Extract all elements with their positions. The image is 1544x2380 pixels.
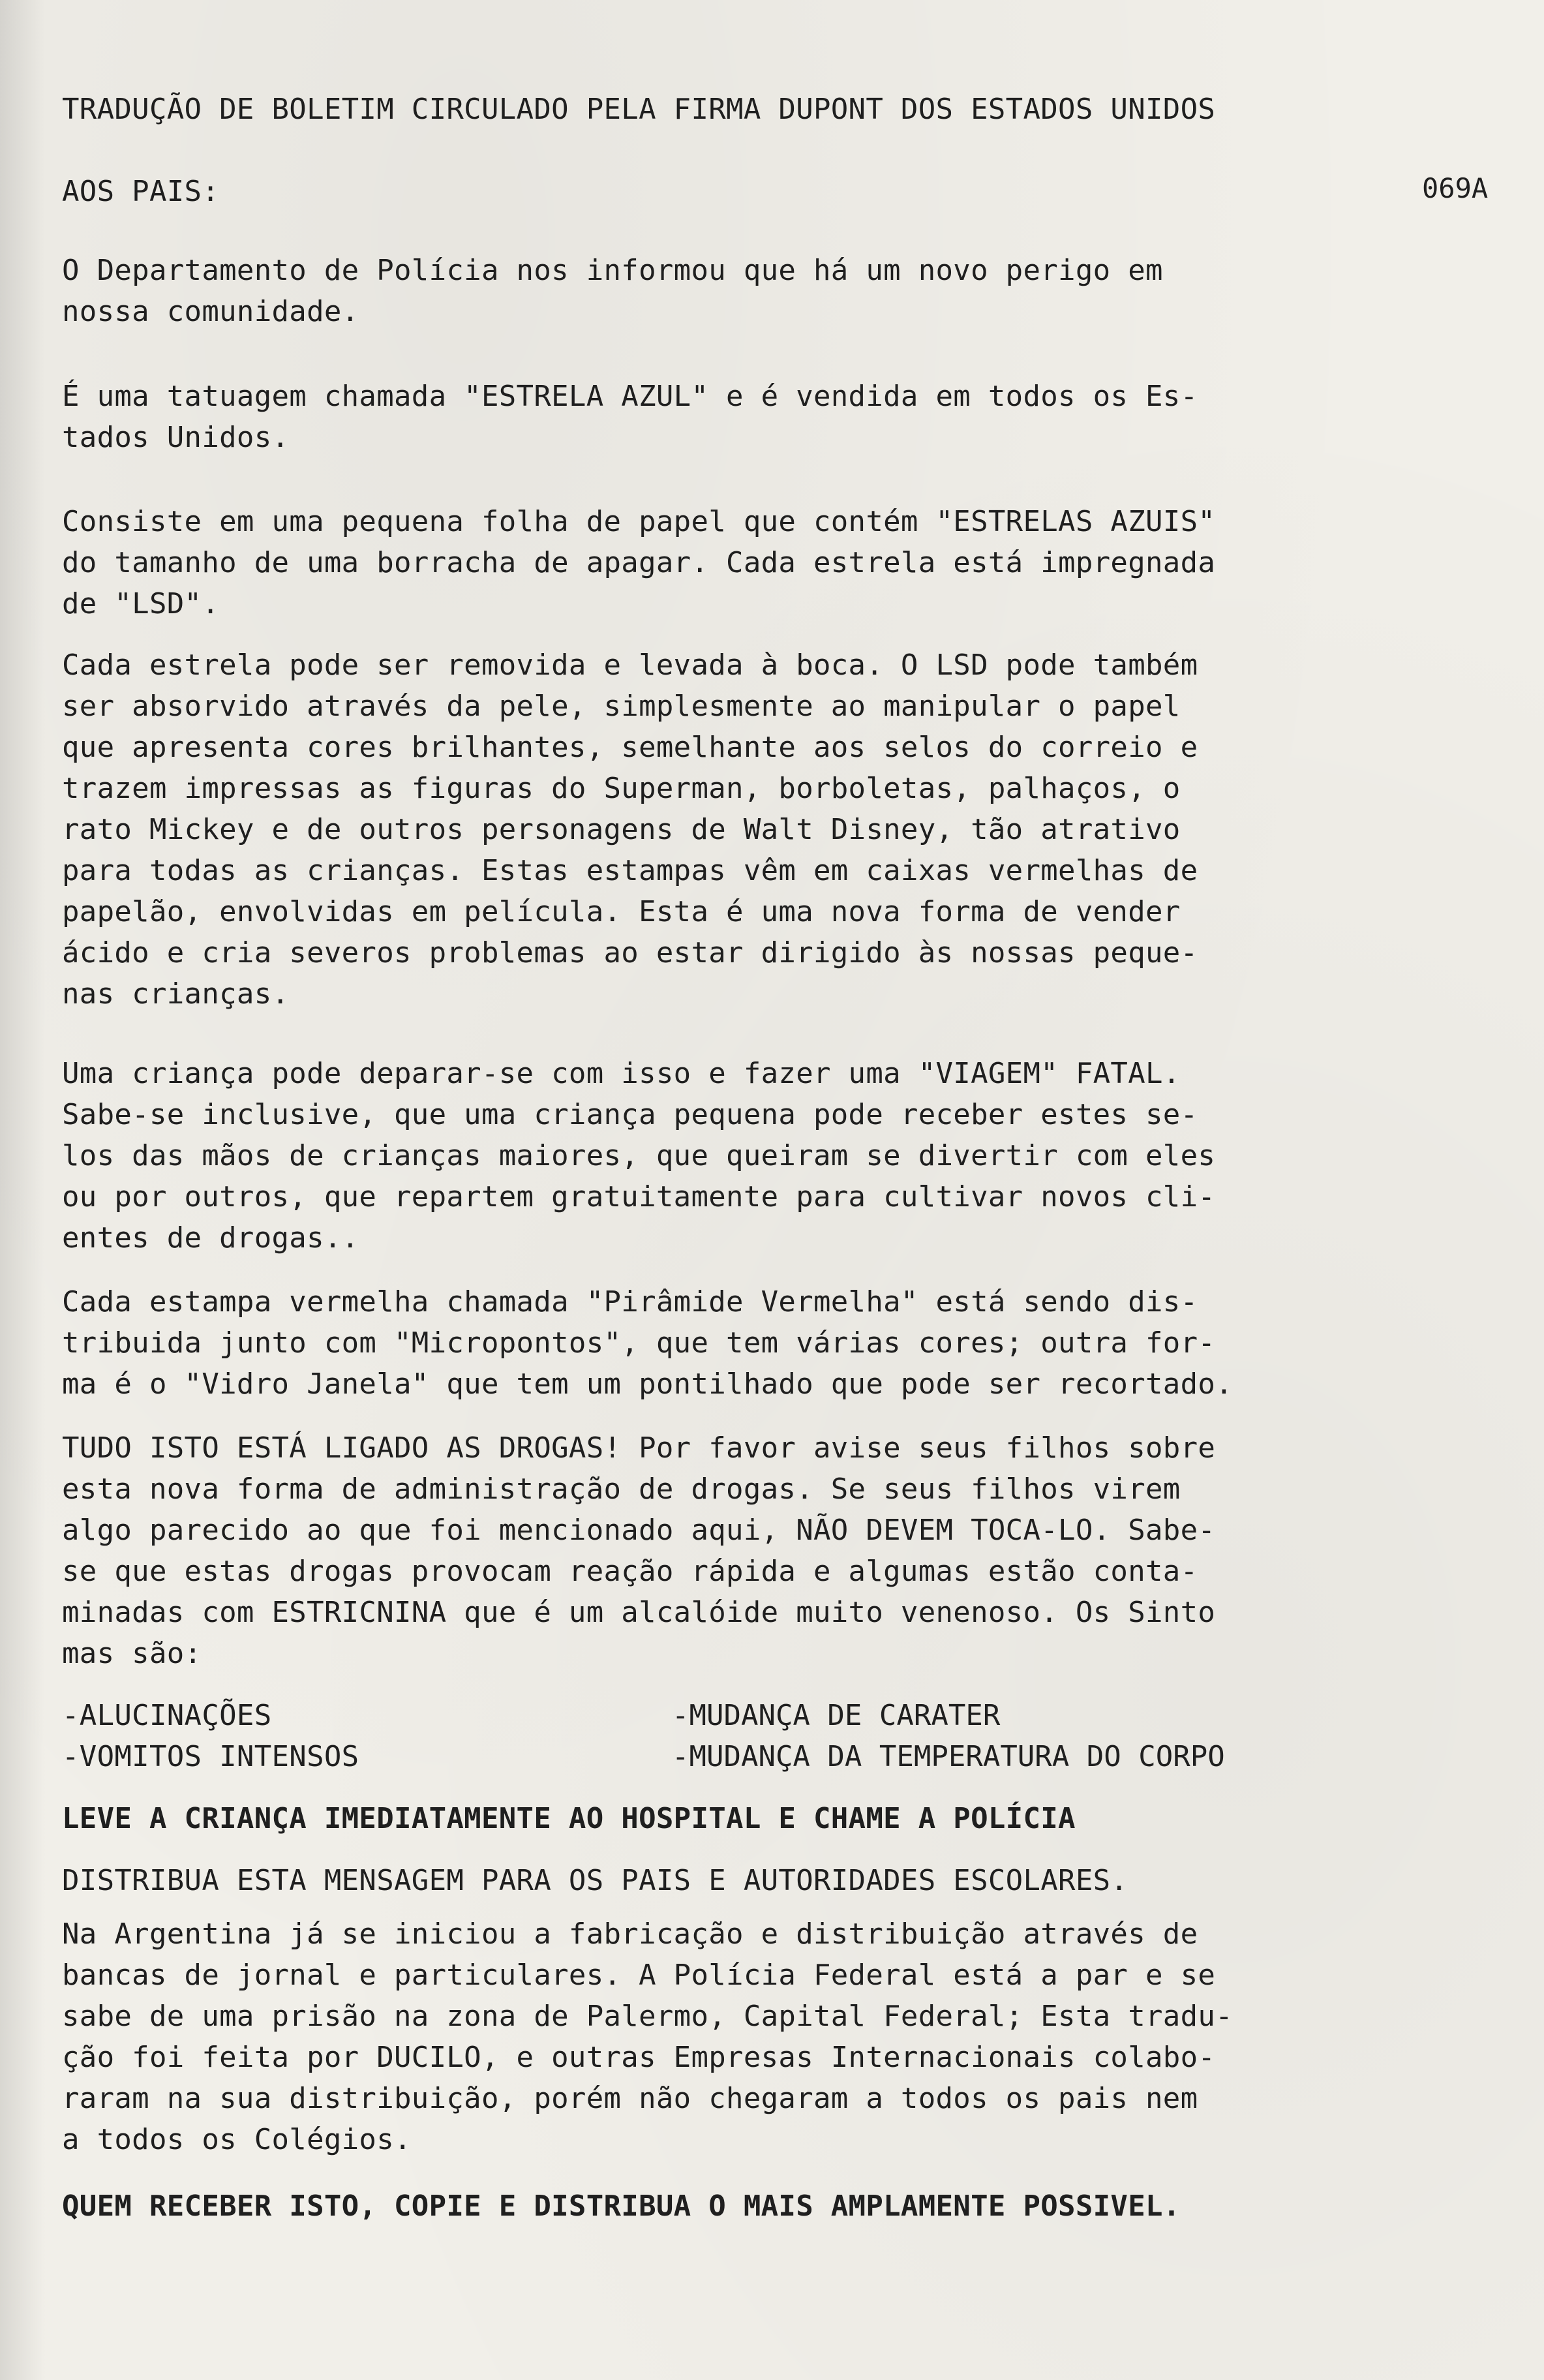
p4-line-7: papelão, envolvidas em película. Esta é uma nova forma de vender	[62, 895, 1181, 928]
symptom-right-1: -MUDANÇA DE CARATER	[672, 1699, 1001, 1732]
p8-line-3: sabe de uma prisão na zona de Palermo, Capital Federal; Esta tradu-	[62, 2000, 1233, 2033]
p4-line-5: rato Mickey e de outros personagens de Walt Disney, tão atrativo	[62, 813, 1181, 846]
p8-line-2: bancas de jornal e particulares. A Polícia Federal está a par e se	[62, 1959, 1216, 1992]
p5-line-2: Sabe-se inclusive, que uma criança pequena pode receber estes se-	[62, 1098, 1198, 1131]
p1-line-2: nossa comunidade.	[62, 295, 359, 328]
symptom-right-2: -MUDANÇA DA TEMPERATURA DO CORPO	[672, 1740, 1225, 1773]
symptom-left-1: -ALUCINAÇÕES	[62, 1699, 272, 1732]
p5-line-4: ou por outros, que repartem gratuitamente para cultivar novos cli-	[62, 1180, 1216, 1213]
p7-line-1: TUDO ISTO ESTÁ LIGADO AS DROGAS! Por favor avise seus filhos sobre	[62, 1431, 1216, 1465]
p4-line-8: ácido e cria severos problemas ao estar dirigido às nossas peque-	[62, 936, 1198, 969]
p7-line-6: mas são:	[62, 1637, 202, 1670]
p8-line-1: Na Argentina já se iniciou a fabricação e distribuição através de	[62, 1917, 1198, 1951]
p3-line-2: do tamanho de uma borracha de apagar. Cada estrela está impregnada	[62, 546, 1216, 579]
p7-line-3: algo parecido ao que foi mencionado aqui, NÃO DEVEM TOCA-LO. Sabe-	[62, 1514, 1216, 1547]
p2-line-1: É uma tatuagem chamada "ESTRELA AZUL" e é vendida em todos os Es-	[62, 380, 1198, 413]
p4-line-2: ser absorvido através da pele, simplesmente ao manipular o papel	[62, 690, 1181, 723]
p6-line-3: ma é o "Vidro Janela" que tem um pontilhado que pode ser recortado.	[62, 1367, 1233, 1401]
p7-line-2: esta nova forma de administração de drogas. Se seus filhos virem	[62, 1472, 1181, 1506]
p2-line-2: tados Unidos.	[62, 421, 290, 454]
p4-line-3: que apresenta cores brilhantes, semelhante aos selos do correio e	[62, 731, 1198, 764]
p8-line-5: raram na sua distribuição, porém não chegaram a todos os pais nem	[62, 2082, 1198, 2115]
p4-line-4: trazem impressas as figuras do Superman, borboletas, palhaços, o	[62, 772, 1181, 805]
p4-line-9: nas crianças.	[62, 977, 290, 1011]
instruction-hospital: LEVE A CRIANÇA IMEDIATAMENTE AO HOSPITAL E CHAME A POLÍCIA	[62, 1802, 1076, 1835]
document-title: TRADUÇÃO DE BOLETIM CIRCULADO PELA FIRMA DUPONT DOS ESTADOS UNIDOS	[62, 93, 1216, 126]
symptom-left-2: -VOMITOS INTENSOS	[62, 1740, 359, 1773]
p3-line-3: de "LSD".	[62, 587, 220, 620]
p3-line-1: Consiste em uma pequena folha de papel que contém "ESTRELAS AZUIS"	[62, 505, 1216, 538]
closing-line: QUEM RECEBER ISTO, COPIE E DISTRIBUA O MAIS AMPLAMENTE POSSIVEL.	[62, 2189, 1181, 2223]
p5-line-5: entes de drogas..	[62, 1221, 359, 1255]
p1-line-1: O Departamento de Polícia nos informou que há um novo perigo em	[62, 254, 1163, 287]
p7-line-4: se que estas drogas provocam reação rápida e algumas estão conta-	[62, 1555, 1198, 1588]
p8-line-6: a todos os Colégios.	[62, 2123, 412, 2156]
document-code: 069A	[1422, 172, 1489, 204]
p6-line-1: Cada estampa vermelha chamada "Pirâmide Vermelha" está sendo dis-	[62, 1285, 1198, 1319]
p7-line-5: minadas com ESTRICNINA que é um alcalóide muito venenoso. Os Sinto	[62, 1596, 1216, 1629]
p5-line-3: los das mãos de crianças maiores, que queiram se divertir com eles	[62, 1139, 1216, 1172]
p6-line-2: tribuida junto com "Micropontos", que tem várias cores; outra for-	[62, 1326, 1216, 1360]
p4-line-6: para todas as crianças. Estas estampas vêm em caixas vermelhas de	[62, 854, 1198, 887]
addressee-line: AOS PAIS:	[62, 175, 220, 208]
p5-line-1: Uma criança pode deparar-se com isso e fazer uma "VIAGEM" FATAL.	[62, 1057, 1181, 1090]
p4-line-1: Cada estrela pode ser removida e levada à boca. O LSD pode também	[62, 648, 1198, 682]
instruction-distribute: DISTRIBUA ESTA MENSAGEM PARA OS PAIS E AUTORIDADES ESCOLARES.	[62, 1864, 1128, 1897]
p8-line-4: ção foi feita por DUCILO, e outras Empresas Internacionais colabo-	[62, 2041, 1216, 2074]
